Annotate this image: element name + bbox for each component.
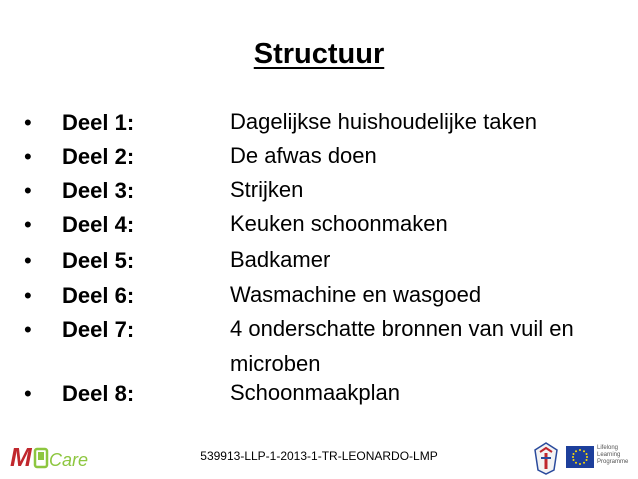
- bullet: •: [24, 283, 32, 308]
- eu-text-line: Learning: [597, 452, 621, 458]
- item-label: Deel 7:: [62, 317, 135, 342]
- list-item: [0, 212, 638, 246]
- bullet: •: [24, 110, 32, 135]
- emblem-icon: [530, 440, 562, 476]
- bullet: •: [24, 317, 32, 342]
- item-label: Deel 4:: [62, 212, 135, 237]
- svg-text:M: M: [10, 442, 32, 472]
- slide-title: Structuur: [253, 38, 385, 70]
- item-label: Deel 3:: [62, 178, 135, 203]
- eu-flag-icon: [566, 446, 594, 468]
- bullet: •: [24, 381, 32, 406]
- item-text: Wasmachine en wasgoed: [230, 282, 482, 307]
- item-text: De afwas doen: [230, 143, 377, 168]
- item-text: 4 onderschatte bronnen van vuil en microben: [230, 316, 574, 376]
- item-label: Deel 2:: [62, 144, 135, 169]
- eu-programme-text: [597, 445, 628, 466]
- eu-lifelong-learning-logo: [566, 446, 634, 470]
- item-label: Deel 8:: [62, 381, 135, 406]
- bullet: •: [24, 248, 32, 273]
- bullet: •: [24, 212, 32, 237]
- item-text: Badkamer: [230, 247, 331, 272]
- project-code: 539913-LLP-1-2013-1-TR-LEONARDO-LMP: [200, 449, 438, 463]
- svg-text:Care: Care: [49, 450, 89, 470]
- item-text: Strijken: [230, 177, 304, 202]
- item-label: Deel 5:: [62, 248, 135, 273]
- item-text: Schoonmaakplan: [230, 380, 401, 405]
- item-label: Deel 1:: [62, 110, 135, 135]
- list-item: [0, 381, 638, 415]
- item-text: Dagelijkse huishoudelijke taken: [230, 109, 537, 134]
- item-label: Deel 6:: [62, 283, 135, 308]
- item-text: Keuken schoonmaken: [230, 211, 448, 236]
- bullet: •: [24, 144, 32, 169]
- bullet: •: [24, 178, 32, 203]
- eu-text-line: Programme: [597, 459, 629, 465]
- eu-text-line: Lifelong: [597, 445, 619, 451]
